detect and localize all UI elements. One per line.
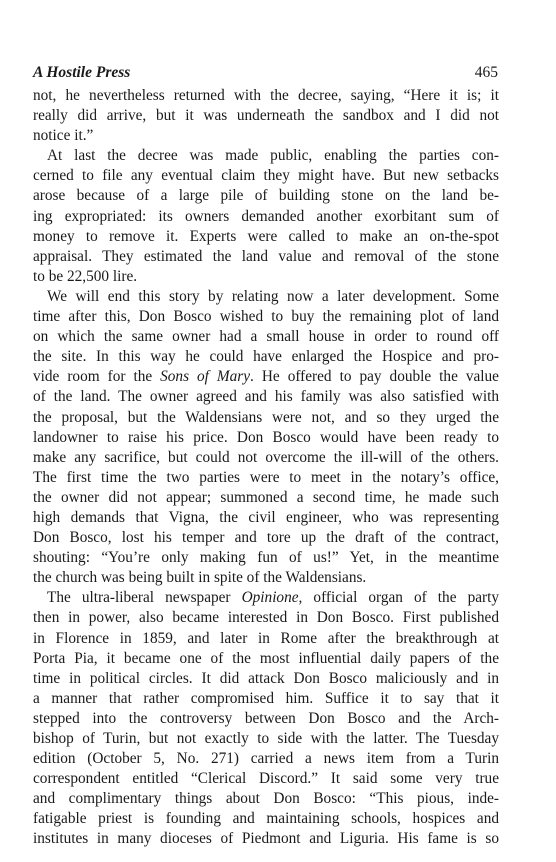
newspaper-title-italic: Opinione,	[241, 589, 303, 607]
text-line: the church was being built in spite of the Waldensians.	[33, 569, 367, 587]
text-line: the proposal, but the Waldensians were not, and so they urged the	[33, 408, 499, 426]
text-line: really did arrive, but it was underneath the sandbox and I did not	[33, 107, 499, 125]
text-line: stepped into the controversy between Don Bosco and the Arch-	[33, 709, 499, 727]
text-line: At last the decree was made public, enabling the parties con-	[47, 147, 499, 165]
text-line: institutes in many dioceses of Piedmont and Liguria. His fame is so	[33, 830, 499, 848]
text-line: correspondent entitled “Clerical Discord.” It said some very true	[33, 770, 499, 788]
text-line: Don Bosco, lost his temper and tore up the draft of the contract,	[33, 529, 499, 547]
text-line: We will end this story by relating now a later development. Some	[47, 287, 499, 305]
text-segment: official organ of the party	[302, 589, 499, 607]
text-line: the site. In this way he could have enlarged the Hospice and pro-	[33, 348, 499, 366]
text-line: notice it.”	[33, 127, 94, 145]
text-line: time in political circles. It did attack Don Bosco maliciously and in	[33, 669, 499, 687]
text-line: make any sacrifice, but could not overcome the ill-will of the others.	[33, 448, 499, 466]
text-segment: . He offered to pay double the value	[250, 368, 499, 386]
text-line: a manner that rather compromised him. Suffice it to say that it	[33, 689, 499, 707]
text-line: then in power, also became interested in Don Bosco. First published	[33, 609, 499, 627]
text-line: bishop of Turin, but not exactly to side with the latter. The Tuesday	[33, 730, 499, 747]
text-line: shouting: “You’re only making fun of us!” Yet, in the meantime	[33, 549, 499, 567]
text-line: not, he nevertheless returned with the decree, saying, “Here it is; it	[33, 87, 499, 104]
page-header	[33, 64, 498, 82]
book-title-italic: Sons of Mary	[160, 368, 251, 386]
text-line: edition (October 5, No. 271) carried a news item from a Turin	[33, 750, 499, 768]
body-text	[33, 86, 499, 850]
text-line: cerned to file any eventual claim they might have. But new setbacks	[33, 167, 499, 185]
text-line: Porta Pia, it became one of the most influential daily papers of the	[33, 649, 499, 667]
text-line: fatigable priest is founding and maintaining schools, hospices and	[33, 810, 499, 828]
text-line: and complimentary things about Don Bosco: “This pious, inde-	[33, 790, 499, 808]
page-number: 465	[474, 64, 498, 81]
text-line: on which the same owner had a small house in order to round off	[33, 328, 499, 346]
text-line: to be 22,500 lire.	[33, 267, 138, 285]
text-segment: vide room for the	[33, 368, 161, 386]
text-line	[33, 588, 499, 608]
text-line: high demands that Vigna, the civil engineer, who was representing	[33, 508, 499, 526]
text-line: The first time the two parties were to meet in the notary’s office,	[33, 468, 499, 486]
text-line	[33, 367, 499, 387]
text-line: arose because of a large pile of building stone on the land be-	[33, 187, 499, 205]
text-line: time after this, Don Bosco wished to buy the remaining plot of land	[33, 308, 499, 326]
text-line: the owner did not appear; summoned a second time, he made such	[33, 488, 499, 506]
running-head: A Hostile Press	[33, 64, 131, 81]
text-line: in Florence in 1859, and later in Rome after the breakthrough at	[33, 629, 499, 647]
text-line: of the land. The owner agreed and his family was also satisfied with	[33, 388, 499, 406]
text-segment: The ultra-liberal newspaper	[47, 589, 242, 607]
text-line: appraisal. They estimated the land value and removal of the stone	[33, 247, 499, 265]
text-line: landowner to raise his price. Don Bosco would have been ready to	[33, 428, 499, 446]
text-line: money to remove it. Experts were called to make an on-the-spot	[33, 227, 499, 245]
text-line: ing expropriated: its owners demanded another exorbitant sum of	[33, 207, 499, 225]
